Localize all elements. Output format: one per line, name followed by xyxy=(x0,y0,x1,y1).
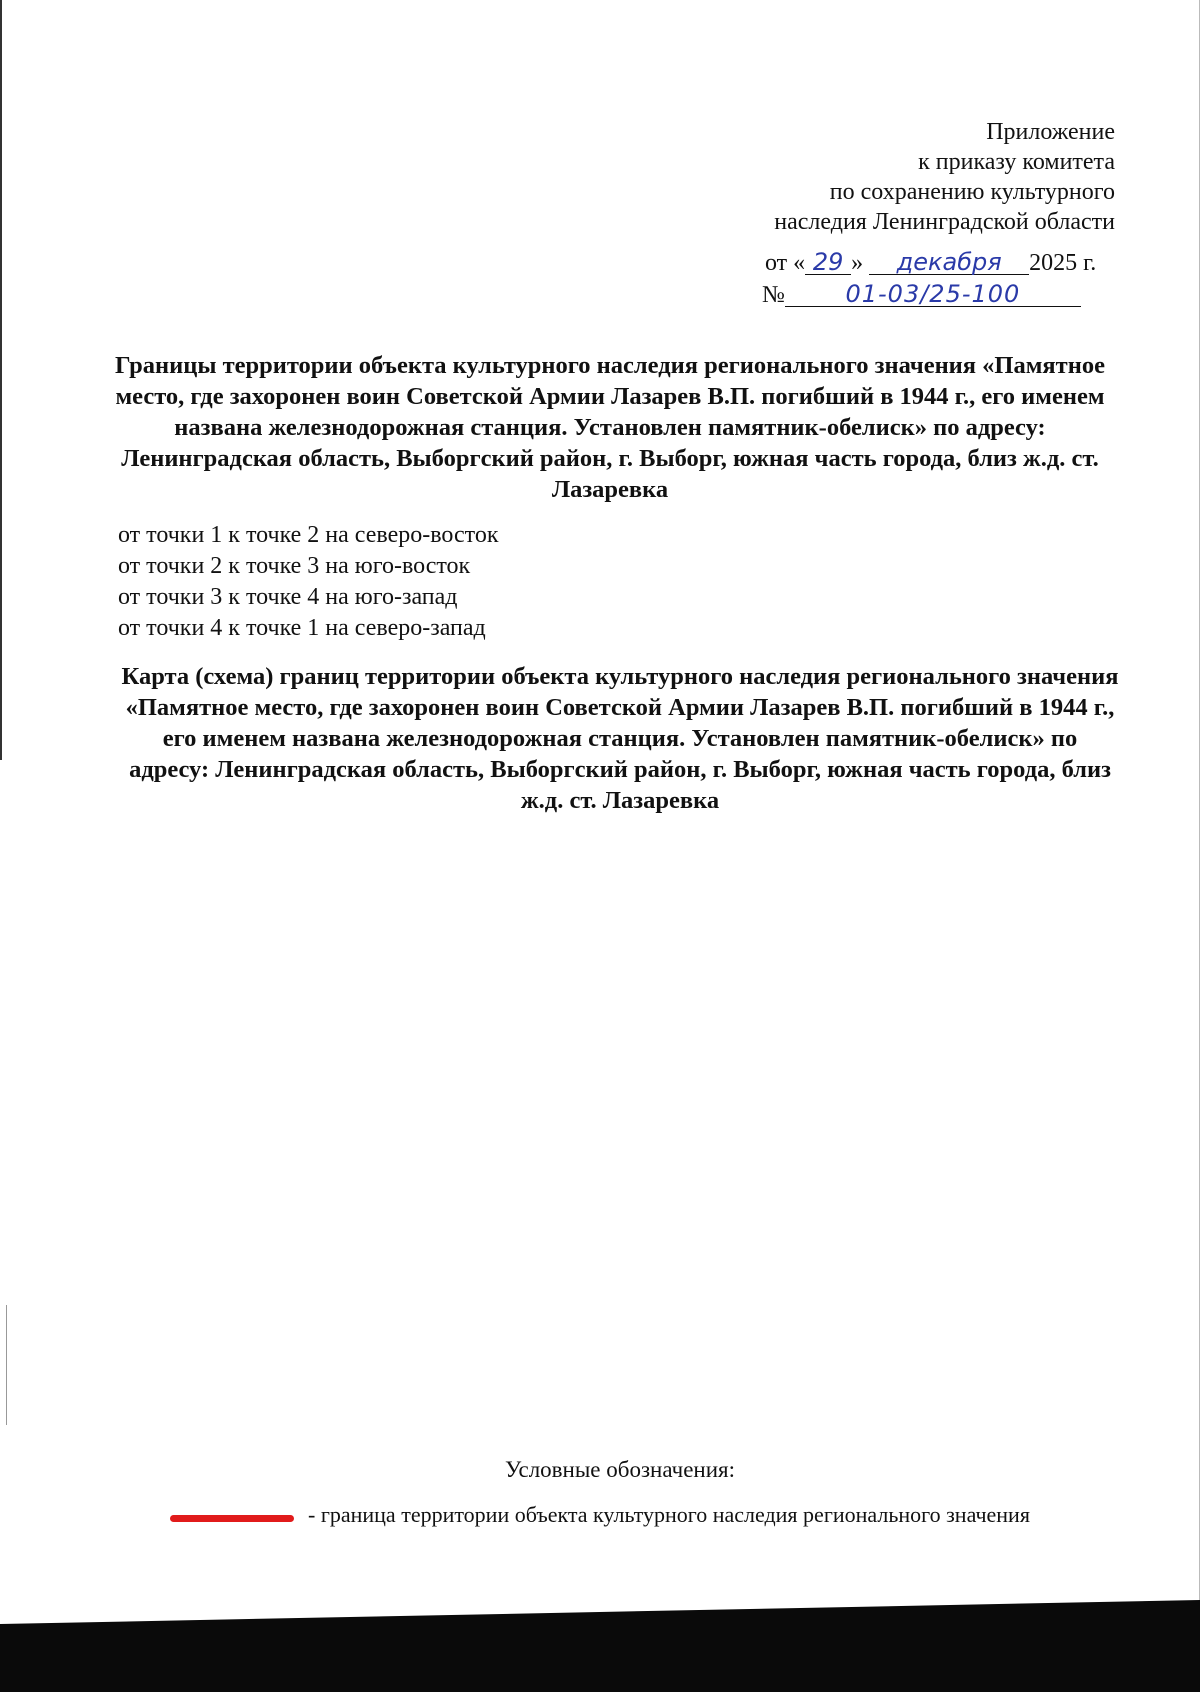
approval-line: наследия Ленинградской области xyxy=(774,209,1115,235)
approval-line: Приложение xyxy=(986,119,1115,145)
handwritten-day: 29 xyxy=(812,248,844,276)
boundary-route-list xyxy=(118,520,498,644)
date-year: 2025 г. xyxy=(1029,250,1097,276)
map-title: Карта (схема) границ территории объекта культурного наследия регионального значения «Памятное место, где захоронен воин Советской Армии Лазарев В.П. погибший в 1944 г., его именем названа железнодорожная станция. Установлен памятник-обелиск» по адресу: Ленинградская область, Выборгский район, г. Выборг, южная часть города, близ ж.д. ст. Лазаревка xyxy=(121,663,1119,814)
legend-item-label: - граница территории объекта культурного наследия регионального значения xyxy=(308,1502,1030,1527)
route-item: от точки 3 к точке 4 на юго-запад xyxy=(118,584,458,610)
approval-line: по сохранению культурного xyxy=(829,179,1115,205)
handwritten-number: 01-03/25-100 xyxy=(845,280,1021,308)
route-item: от точки 4 к точке 1 на северо-запад xyxy=(118,615,486,641)
boundary-line-swatch-icon xyxy=(170,1515,294,1522)
scan-bottom-artifact xyxy=(0,1600,1200,1692)
order-date xyxy=(765,248,1145,278)
approval-line: к приказу комитета xyxy=(918,149,1115,175)
scan-edge-artifact xyxy=(0,0,2,760)
boundaries-title: Границы территории объекта культурного наследия регионального значения «Памятное место, где захоронен воин Советской Армии Лазарев В.П. погибший в 1944 г., его именем названа железнодорожная станция. Установлен памятник-обелиск» по адресу: Ленинградская область, Выборгский район, г. Выборг, южная часть города, близ ж.д. ст. Лазаревка xyxy=(115,352,1105,503)
legend-item xyxy=(170,1498,1130,1532)
day-field xyxy=(805,248,851,276)
date-mid: » xyxy=(851,250,864,276)
date-prefix: от « xyxy=(765,250,806,276)
scan-edge-artifact xyxy=(6,1305,7,1425)
approval-block xyxy=(635,117,1115,237)
order-number xyxy=(762,280,1092,310)
route-item: от точки 1 к точке 2 на северо-восток xyxy=(118,522,499,548)
number-field xyxy=(785,280,1081,308)
route-item: от точки 2 к точке 3 на юго-восток xyxy=(118,553,471,579)
legend-title: Условные обозначения: xyxy=(504,1457,736,1482)
handwritten-month: декабря xyxy=(896,248,1002,276)
month-field xyxy=(869,248,1029,276)
number-prefix: № xyxy=(762,282,785,308)
